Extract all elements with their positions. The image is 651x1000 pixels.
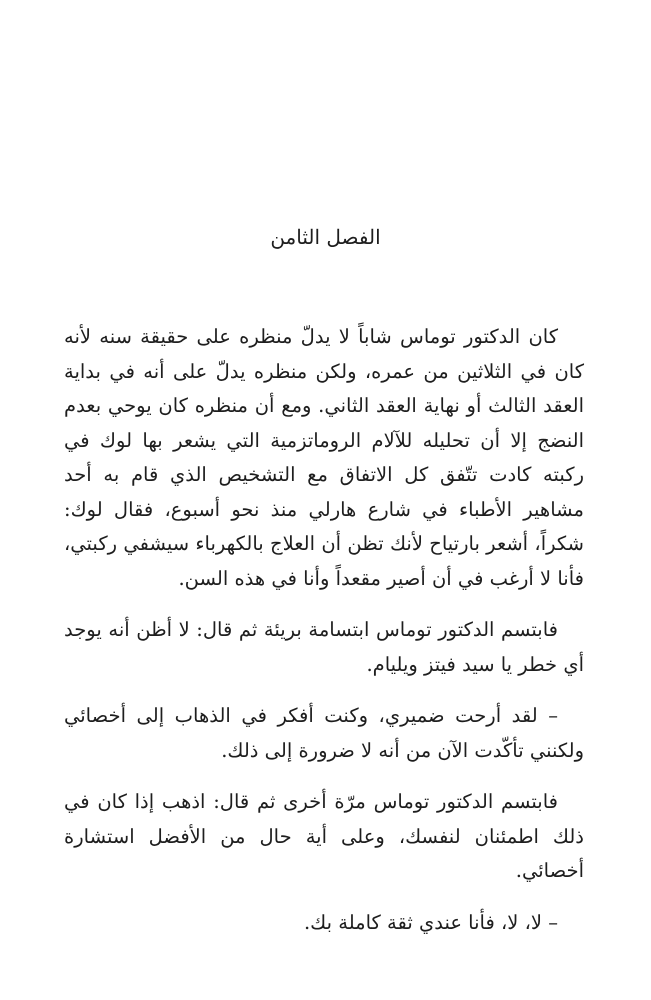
chapter-title: الفصل الثامن — [270, 225, 381, 249]
chapter-body — [64, 320, 584, 957]
paragraph-5: – لا، لا، فأنا عندي ثقة كاملة بك. — [303, 910, 558, 934]
paragraph-4: فابتسم الدكتور توماس مرّة أخرى ثم قال: اذهب إذا كان في ذلك اطمئنان لنفسك، وعلى أية حال من الأفضل استشارة أخصائي. — [64, 790, 584, 882]
paragraph-3: – لقد أرحت ضميري، وكنت أفكر في الذهاب إلى أخصائي ولكنني تأكّدت الآن من أنه لا ضرورة إلى ذلك. — [64, 704, 584, 762]
paragraph-1: كان الدكتور توماس شاباً لا يدلّ منظره على حقيقة سنه لأنه كان في الثلاثين من عمره، ولكن منظره يدلّ على أنه في بداية العقد الثالث أو نهاية العقد الثاني. ومع أن منظره كان يوحي بعدم النضج إلا أن تحليله للآلام الروماتزمية التي يشعر بها لوك في ركبته كادت تتّفق كل الاتفاق مع التشخيص الذي قام به أحد مشاهير الأطباء في شارع هارلي منذ نحو أسبوع، فقال لوك: شكراً، أشعر بارتياح لأنك تظن أن العلاج بالكهرباء سيشفي ركبتي، فأنا لا أرغب في أن أصير مقعداً وأنا في هذه السن. — [64, 325, 584, 590]
paragraph-2: فابتسم الدكتور توماس ابتسامة بريئة ثم قال: لا أظن أنه يوجد أي خطر يا سيد فيتز ويليام. — [64, 618, 584, 676]
